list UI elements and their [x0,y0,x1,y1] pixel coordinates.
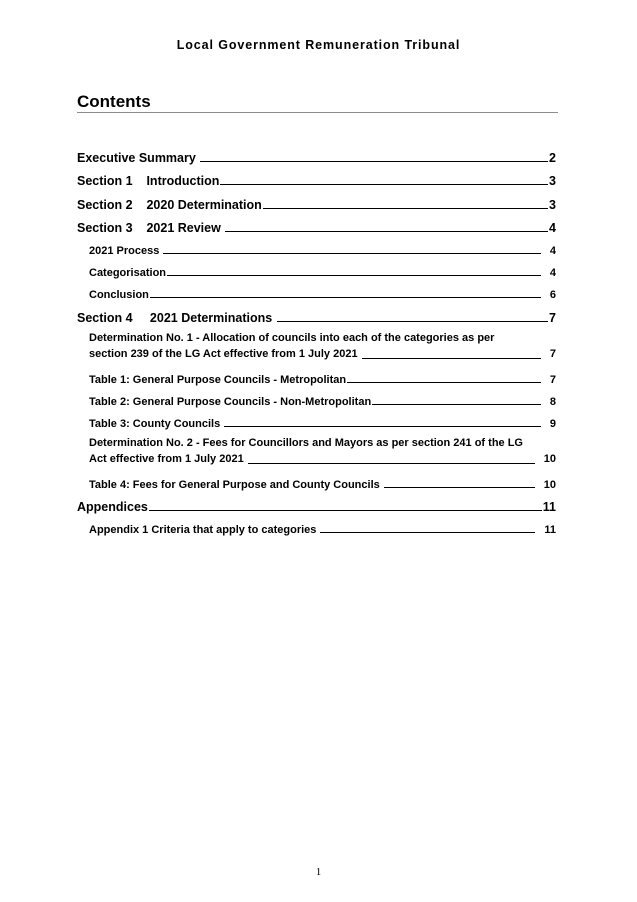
document-header: Local Government Remuneration Tribunal [176,38,461,52]
dot-leader [163,253,540,254]
page-ref: 6 [549,289,556,301]
page-ref: 11 [542,500,556,514]
dot-leader [248,463,535,464]
dot-leader [384,487,535,488]
dot-leader [150,297,541,298]
page-ref: 10 [543,478,556,491]
toc-entry-appendix-1[interactable]: Appendix 1 Criteria that apply to categories 11 [89,524,556,536]
toc-entry-table-4[interactable]: Table 4: Fees for General Purpose and County Councils 10 [89,478,556,491]
toc-entry-section-3[interactable]: Section 3 2021 Review 4 [77,221,556,235]
toc-entry-executive-summary[interactable]: Executive Summary 2 [77,150,556,165]
toc-entry-section-4[interactable]: Section 4 2021 Determinations 7 [77,310,556,325]
dot-leader [220,184,548,185]
toc-entry-section-1[interactable]: Section 1 Introduction 3 [77,174,556,188]
dot-leader [225,231,548,232]
contents-heading: Contents [77,92,151,111]
dot-leader [167,275,541,276]
page-ref: 7 [549,373,556,386]
page-ref: 3 [549,197,556,212]
page-ref: 4 [549,221,556,235]
dot-leader [224,426,541,427]
toc-entry-determination-2[interactable]: Determination No. 2 - Fees for Councillors and Mayors as per section 241 of the LG Act effective from 1 July 2021 10 [89,436,556,465]
dot-leader [347,382,541,383]
page-ref: 3 [549,174,556,188]
toc-entry-table-1[interactable]: Table 1: General Purpose Councils - Metropolitan 7 [89,373,556,386]
toc-entry-table-3[interactable]: Table 3: County Councils 9 [89,417,556,430]
dot-leader [320,532,535,533]
toc-entry-appendices[interactable]: Appendices 11 [77,500,556,514]
page-ref: 4 [549,245,556,257]
toc-entry-conclusion[interactable]: Conclusion 6 [89,289,556,301]
dot-leader [372,404,541,405]
dot-leader [362,358,541,359]
toc-entry-categorisation[interactable]: Categorisation 4 [89,267,556,279]
page-ref: 8 [549,395,556,408]
page-ref: 7 [549,347,556,360]
toc-entry-determination-1[interactable]: Determination No. 1 - Allocation of councils into each of the categories as per section 239 of the LG Act effective from 1 July 2021 7 [89,331,556,360]
page-ref: 9 [549,417,556,430]
page-ref: 2 [549,150,556,165]
dot-leader [263,208,548,209]
toc-entry-section-2[interactable]: Section 2 2020 Determination 3 [77,197,556,212]
heading-divider [77,112,558,113]
dot-leader [277,321,548,322]
dot-leader [149,510,542,511]
toc-entry-2021-process[interactable]: 2021 Process 4 [89,245,556,257]
page-ref: 4 [549,267,556,279]
toc-entry-table-2[interactable]: Table 2: General Purpose Councils - Non-Metropolitan 8 [89,395,556,408]
dot-leader [200,161,548,162]
table-of-contents [77,141,556,536]
page-ref: 7 [549,310,556,325]
page-number: 1 [315,866,322,878]
page-ref: 10 [543,452,556,465]
page-ref: 11 [544,524,556,536]
